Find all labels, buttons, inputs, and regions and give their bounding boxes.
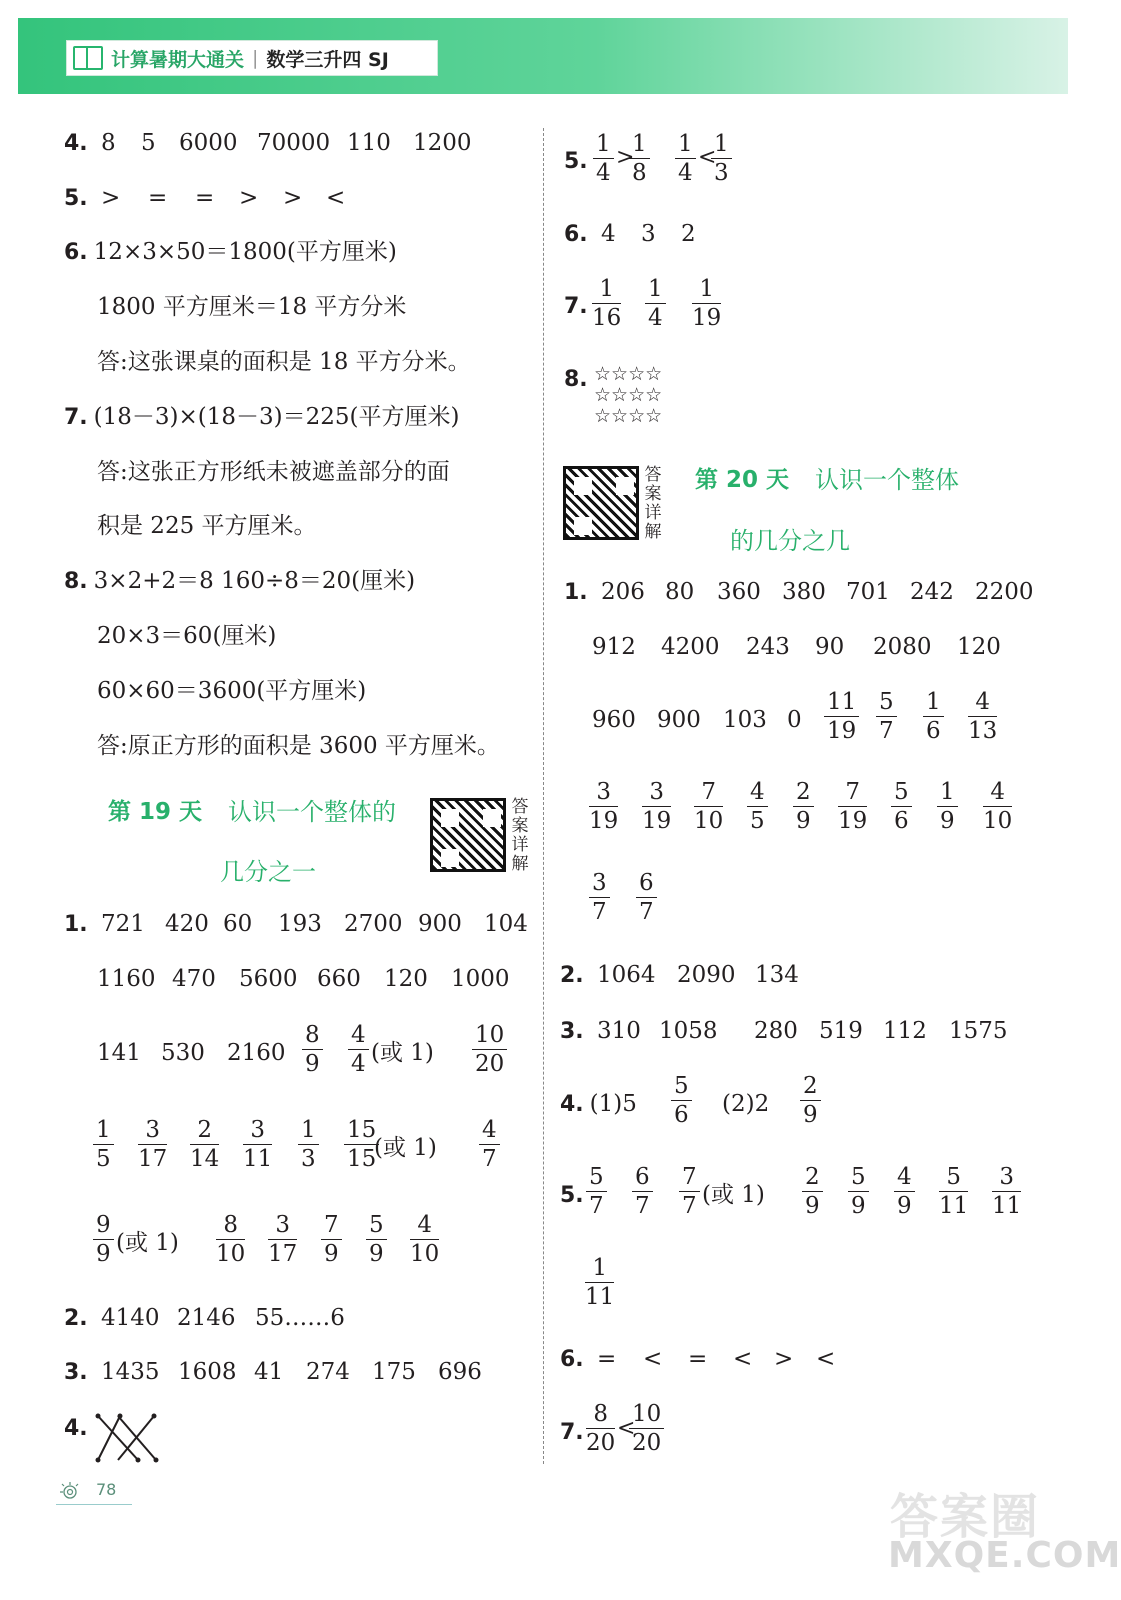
question-number: 6. <box>564 222 588 247</box>
fraction: $\frac{4}{13}$ <box>968 689 998 744</box>
answer: 243 <box>746 634 790 660</box>
d19-q2 <box>64 1303 345 1334</box>
d19-q1-row2 <box>97 964 510 994</box>
star-row: ☆☆☆☆ <box>594 405 663 427</box>
fraction: $\frac{2}{9}$ <box>802 1163 823 1220</box>
qr-label: 答 案 详 解 <box>511 797 529 874</box>
answer: > <box>100 185 121 211</box>
d20-q1-row1 <box>564 577 1034 608</box>
fraction: $\frac{1}{3}$ <box>711 130 732 187</box>
question-number: 2. <box>64 1306 88 1331</box>
d20-q2 <box>560 960 799 991</box>
answer: 80 <box>664 579 695 605</box>
answer: 380 <box>781 579 826 605</box>
day19-title-line1: 认识一个整体的 <box>228 798 396 826</box>
qr-label: 答 案 详 解 <box>644 465 662 542</box>
left-q5 <box>64 183 345 214</box>
left-q8-line2: 20×3＝60(厘米) <box>97 623 277 649</box>
watermark-url: MXQE.COM <box>888 1535 1121 1576</box>
matching-lines-figure <box>94 1412 160 1464</box>
fraction: $\frac{8}{9}$ <box>302 1021 323 1078</box>
fraction: $\frac{1}{4}$ <box>593 130 614 187</box>
fraction: $\frac{5}{7}$ <box>876 688 897 745</box>
right-q6 <box>564 219 696 250</box>
watermark-logo: 答案圈 <box>890 1489 1041 1545</box>
answer: 696 <box>437 1359 482 1385</box>
star-row: ☆☆☆☆ <box>594 384 663 406</box>
answer: < <box>325 185 346 211</box>
book-subtitle: 数学三升四 SJ <box>266 48 389 71</box>
left-q8-line1 <box>64 566 415 597</box>
answer: 55……6 <box>254 1305 345 1331</box>
fraction: $\frac{7}{10}$ <box>694 779 724 834</box>
answer: 2700 <box>343 911 403 937</box>
answer: 1160 <box>97 966 156 992</box>
answer: 242 <box>909 579 954 605</box>
fraction: $\frac{5}{9}$ <box>366 1211 387 1268</box>
header-banner <box>18 18 1068 94</box>
d20-q1-row2 <box>592 632 1001 662</box>
answer: 120 <box>957 634 1001 660</box>
fraction: $\frac{1}{5}$ <box>93 1116 114 1173</box>
answer-line: 3×2+2＝8 160÷8＝20(厘米) <box>93 568 416 594</box>
question-number: 4. <box>64 131 88 156</box>
answer: 1575 <box>948 1018 1008 1044</box>
answer: 3 <box>640 221 656 247</box>
answer: 41 <box>253 1359 284 1385</box>
fraction: $\frac{2}{14}$ <box>190 1117 220 1172</box>
compare-sign: > <box>616 145 635 170</box>
answer: 660 <box>317 966 361 992</box>
answer: 112 <box>882 1018 927 1044</box>
question-number: 3. <box>560 1019 584 1044</box>
answer: 120 <box>384 966 428 992</box>
d19-q1-row1 <box>64 909 528 940</box>
answer: 193 <box>277 911 322 937</box>
d19-q3 <box>64 1357 482 1388</box>
fraction: $\frac{3}{19}$ <box>589 779 619 834</box>
question-number: 8. <box>64 569 88 594</box>
d20-q6 <box>560 1344 835 1375</box>
answer: < <box>815 1346 836 1372</box>
answer-part: (1)5 <box>589 1091 637 1117</box>
question-number: 5. <box>560 1183 584 1208</box>
compare-sign: < <box>698 145 717 170</box>
fraction: $\frac{5}{6}$ <box>671 1072 692 1129</box>
fraction: $\frac{7}{19}$ <box>838 779 868 834</box>
answer: = <box>687 1346 708 1372</box>
fraction: $\frac{1}{19}$ <box>692 276 722 331</box>
fraction: $\frac{1}{16}$ <box>592 276 622 331</box>
d20-q1-row3 <box>592 705 802 735</box>
fraction: $\frac{3}{11}$ <box>992 1164 1022 1219</box>
day20-title-line1: 认识一个整体 <box>815 466 959 494</box>
answer-line: 12×3×50＝1800(平方厘米) <box>93 239 397 265</box>
question-number: 6. <box>64 240 88 265</box>
question-number: 1. <box>564 580 588 605</box>
answer: < <box>732 1346 753 1372</box>
fraction: $\frac{4}{5}$ <box>747 778 768 835</box>
answer: 519 <box>818 1018 863 1044</box>
question-number: 1. <box>64 912 88 937</box>
d19-q4 <box>64 1413 94 1444</box>
answer: 4140 <box>100 1305 160 1331</box>
answer: 2160 <box>227 1040 286 1066</box>
answer: 530 <box>161 1040 205 1066</box>
fraction: $\frac{1}{4}$ <box>645 275 666 332</box>
answer: 206 <box>600 579 645 605</box>
question-number: 4. <box>560 1092 584 1117</box>
right-q5 <box>564 146 594 177</box>
answer: 141 <box>97 1040 141 1066</box>
answer: 60 <box>222 911 253 937</box>
or-one-note: (或 1) <box>702 1182 765 1208</box>
answer: 1000 <box>451 966 510 992</box>
fraction: $\frac{8}{10}$ <box>216 1212 246 1267</box>
column-divider <box>543 128 544 1464</box>
answer: 2146 <box>176 1305 236 1331</box>
qr-code[interactable] <box>430 798 506 872</box>
header-title-box <box>66 40 438 76</box>
left-q7-line1 <box>64 402 459 433</box>
fraction: $\frac{4}{10}$ <box>410 1212 440 1267</box>
fraction: $\frac{1}{11}$ <box>585 1255 615 1310</box>
compare-sign: < <box>617 1416 636 1441</box>
book-title: 计算暑期大通关 <box>111 48 245 71</box>
answer: 8 <box>100 130 116 156</box>
answer: 6000 <box>178 130 238 156</box>
answer: > <box>773 1346 794 1372</box>
answer: 912 <box>592 634 636 660</box>
day19-label: 第 19 天 <box>108 799 203 825</box>
answer: 900 <box>657 707 701 733</box>
answer: 470 <box>172 966 216 992</box>
answer: 90 <box>815 634 845 660</box>
answer: > <box>282 185 303 211</box>
question-number: 7. <box>564 294 588 319</box>
d20-q4-part2: (2)2 <box>722 1091 770 1117</box>
answer: 2 <box>680 221 696 247</box>
answer: 175 <box>371 1359 416 1385</box>
question-number: 2. <box>560 963 584 988</box>
right-q7 <box>564 291 594 322</box>
fraction: $\frac{11}{19}$ <box>824 688 859 745</box>
answer: 960 <box>592 707 636 733</box>
fraction: $\frac{5}{7}$ <box>586 1163 607 1220</box>
answer: 900 <box>417 911 462 937</box>
fraction: $\frac{3}{17}$ <box>268 1212 298 1267</box>
question-number: 3. <box>64 1360 88 1385</box>
question-number: 5. <box>564 149 588 174</box>
answer: > <box>238 185 259 211</box>
answer: 110 <box>346 130 391 156</box>
left-q6-line2: 1800 平方厘米＝18 平方分米 <box>97 294 407 320</box>
fraction: $\frac{10}{20}$ <box>629 1400 664 1457</box>
answer: 1058 <box>658 1018 718 1044</box>
fraction: $\frac{10}{20}$ <box>472 1021 507 1078</box>
left-q7-line3: 积是 225 平方厘米。 <box>97 513 317 539</box>
left-q6-line1 <box>64 237 397 268</box>
answer: 1608 <box>177 1359 237 1385</box>
question-number: 7. <box>560 1420 584 1445</box>
fraction: $\frac{9}{9}$ <box>93 1211 114 1268</box>
fraction: $\frac{6}{7}$ <box>632 1163 653 1220</box>
fraction: $\frac{7}{9}$ <box>321 1211 342 1268</box>
left-q6-line3: 答:这张课桌的面积是 18 平方分米。 <box>97 349 471 375</box>
fraction: $\frac{3}{7}$ <box>589 869 610 926</box>
answer: 4 <box>600 221 616 247</box>
answer: 104 <box>483 911 528 937</box>
fraction: $\frac{5}{11}$ <box>939 1164 969 1219</box>
answer: 134 <box>754 962 799 988</box>
answer: 310 <box>596 1018 641 1044</box>
or-one-note: (或 1) <box>371 1040 434 1066</box>
fraction: $\frac{5}{9}$ <box>848 1163 869 1220</box>
answer: 1435 <box>100 1359 160 1385</box>
day19-title-line2: 几分之一 <box>220 858 316 886</box>
fraction: $\frac{3}{11}$ <box>243 1117 273 1172</box>
answer: 1200 <box>412 130 472 156</box>
answer: 701 <box>845 579 890 605</box>
fraction: $\frac{1}{9}$ <box>937 778 958 835</box>
left-q4 <box>64 128 472 159</box>
answer: < <box>642 1346 663 1372</box>
fraction: $\frac{4}{4}$ <box>348 1021 369 1078</box>
d19-q1-row3 <box>97 1038 286 1068</box>
left-q7-line2: 答:这张正方形纸未被遮盖部分的面 <box>97 459 450 485</box>
answer: 2090 <box>676 962 736 988</box>
day20-label: 第 20 天 <box>695 467 790 493</box>
book-icon <box>73 46 103 70</box>
answer: 5 <box>140 130 156 156</box>
answer: 2200 <box>974 579 1034 605</box>
footer-rule <box>56 1504 132 1505</box>
left-q8-line4: 答:原正方形的面积是 3600 平方厘米。 <box>97 733 500 759</box>
fraction: $\frac{1}{4}$ <box>675 130 696 187</box>
answer: 5600 <box>239 966 298 992</box>
fraction: $\frac{4}{7}$ <box>479 1116 500 1173</box>
fraction: $\frac{3}{17}$ <box>138 1117 168 1172</box>
answer: = <box>147 185 168 211</box>
header-separator: | <box>252 47 259 69</box>
left-q8-line3: 60×60＝3600(平方厘米) <box>97 678 367 704</box>
sun-swirl-icon <box>58 1480 80 1502</box>
fraction: $\frac{3}{19}$ <box>642 779 672 834</box>
fraction: $\frac{6}{7}$ <box>636 869 657 926</box>
d20-q3 <box>560 1016 1008 1047</box>
day20-title-line2: 的几分之几 <box>730 527 850 555</box>
question-number: 7. <box>64 405 88 430</box>
fraction: $\frac{1}{6}$ <box>923 688 944 745</box>
answer: 2080 <box>873 634 932 660</box>
fraction: $\frac{4}{10}$ <box>983 779 1013 834</box>
fraction: $\frac{1}{3}$ <box>298 1116 319 1173</box>
answer: 0 <box>787 707 802 733</box>
fraction: $\frac{4}{9}$ <box>894 1163 915 1220</box>
answer: = <box>596 1346 617 1372</box>
answer: 70000 <box>256 130 331 156</box>
answer: = <box>194 185 215 211</box>
or-one-note: (或 1) <box>116 1230 179 1256</box>
fraction: $\frac{1}{8}$ <box>629 130 650 187</box>
fraction: $\frac{15}{15}$ <box>344 1116 379 1173</box>
star-row: ☆☆☆☆ <box>594 363 663 385</box>
fraction: $\frac{7}{7}$ <box>679 1163 700 1220</box>
qr-code[interactable] <box>563 466 639 540</box>
question-number: 4. <box>64 1416 88 1441</box>
or-one-note: (或 1) <box>374 1135 437 1161</box>
answer: 1064 <box>596 962 656 988</box>
answer: 103 <box>723 707 767 733</box>
fraction: $\frac{8}{20}$ <box>586 1401 616 1456</box>
question-number: 6. <box>560 1347 584 1372</box>
question-number: 8. <box>564 367 588 392</box>
answer: 4200 <box>661 634 720 660</box>
answer: 280 <box>753 1018 798 1044</box>
answer-line: (18－3)×(18－3)＝225(平方厘米) <box>93 404 460 430</box>
stars-figure <box>594 364 662 427</box>
right-q8 <box>564 364 594 395</box>
d20-q4 <box>560 1089 637 1120</box>
fraction: $\frac{2}{9}$ <box>800 1072 821 1129</box>
answer: 274 <box>305 1359 350 1385</box>
fraction: $\frac{5}{6}$ <box>891 778 912 835</box>
fraction: $\frac{2}{9}$ <box>793 778 814 835</box>
answer: 360 <box>716 579 761 605</box>
answer: 721 <box>100 911 145 937</box>
answer: 420 <box>164 911 209 937</box>
page-number: 78 <box>96 1480 117 1499</box>
question-number: 5. <box>64 186 88 211</box>
